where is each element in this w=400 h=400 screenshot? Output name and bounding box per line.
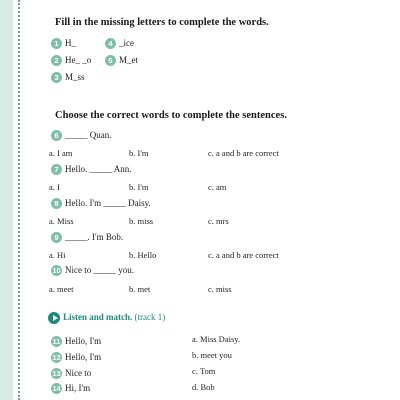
number-badge: 5	[105, 55, 116, 66]
question-10	[51, 265, 134, 276]
match-right-a: a. Miss Daisy.	[192, 334, 241, 344]
number-badge: 8	[51, 198, 62, 209]
question-6	[51, 130, 112, 141]
worksheet-page	[45, 0, 390, 400]
fill-item-5	[105, 55, 138, 66]
option-b: b. miss	[129, 216, 154, 226]
option-c: c. am	[208, 182, 227, 192]
fill-item-text: M_ss	[65, 72, 85, 82]
fill-item-1	[51, 38, 76, 49]
match-left-13	[51, 368, 91, 379]
track-label: (track 1)	[134, 312, 166, 323]
dotted-margin-line	[18, 0, 20, 400]
fill-item-2	[51, 55, 91, 66]
number-badge: 10	[52, 266, 61, 276]
question-text: Hello. _____ Ann.	[65, 164, 132, 174]
option-a: a. meet	[49, 284, 74, 294]
number-badge: 11	[52, 337, 61, 347]
number-badge: 2	[51, 55, 62, 66]
match-right-c: c. Tom	[192, 366, 216, 376]
page-edge-band	[0, 0, 13, 400]
option-b: b. I'm	[129, 182, 149, 192]
option-c: c. miss	[208, 284, 232, 294]
option-b: b. met	[129, 284, 151, 294]
fill-item-text: He_ _o	[65, 55, 92, 65]
number-badge: 12	[52, 353, 61, 363]
option-a: a. I am	[49, 148, 73, 158]
question-text: Hello. I'm _____ Daisy.	[65, 198, 151, 208]
match-left-text: Hello, I'm	[65, 336, 102, 346]
fill-item-4	[105, 38, 134, 49]
option-c: c. a and b are correct	[208, 148, 279, 158]
match-left-12	[51, 352, 101, 363]
number-badge: 13	[52, 369, 61, 379]
fill-item-text: M_et	[119, 55, 138, 65]
fill-item-text: _ice	[119, 38, 134, 48]
number-badge: 6	[51, 130, 62, 141]
number-badge: 3	[51, 72, 62, 83]
question-text: Nice to _____ you.	[65, 265, 134, 275]
option-a: a. Hi	[49, 250, 66, 260]
match-right-d: d. Bob	[192, 382, 215, 392]
match-right-b: b. meet you	[192, 350, 232, 360]
fill-item-3	[51, 72, 85, 83]
match-left-text: Hello, I'm	[65, 352, 102, 362]
option-b: b. Hello	[129, 250, 157, 260]
match-left-text: Nice to	[65, 368, 92, 378]
question-text: _____. I'm Bob.	[65, 232, 124, 242]
question-9	[51, 232, 123, 243]
question-7	[51, 164, 132, 175]
match-left-14	[51, 383, 90, 394]
option-c: c. a and b are correct	[208, 250, 279, 260]
match-left-text: Hi, I'm	[65, 383, 91, 393]
option-c: c. mrs	[208, 216, 229, 226]
fill-item-text: H_	[65, 38, 76, 48]
listen-title: Listen and match.	[63, 312, 133, 323]
section2-heading: Choose the correct words to complete the sentences.	[55, 110, 287, 121]
listen-heading	[48, 312, 165, 324]
option-b: b. I'm	[129, 148, 149, 158]
number-badge: 14	[52, 384, 61, 394]
question-text: _____ Quan.	[65, 130, 112, 140]
number-badge: 9	[51, 232, 62, 243]
number-badge: 4	[105, 38, 116, 49]
number-badge: 1	[51, 38, 62, 49]
match-left-11	[51, 336, 101, 347]
option-a: a. I	[49, 182, 60, 192]
section1-heading: Fill in the missing letters to complete the words.	[55, 17, 269, 28]
play-icon[interactable]	[48, 312, 60, 324]
option-a: a. Miss	[49, 216, 74, 226]
question-8	[51, 198, 151, 209]
number-badge: 7	[51, 164, 62, 175]
